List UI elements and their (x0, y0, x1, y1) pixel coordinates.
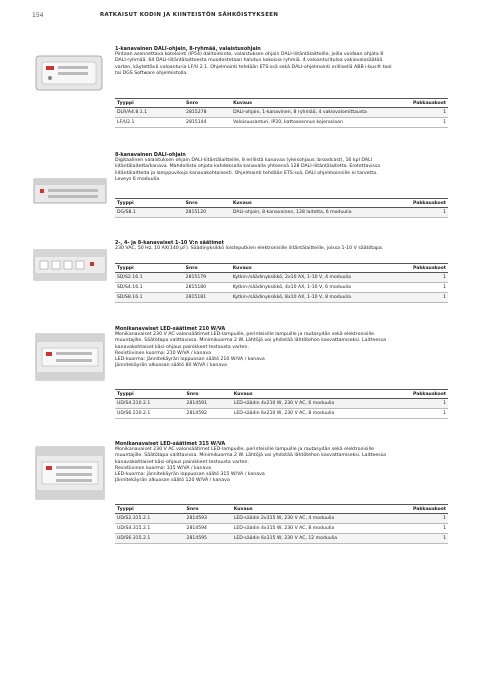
section-description: Pintaan asennettava kotelointi (IP54) dalitoiminto, valaistuksen ohjain DALI-liitäntälaitteille, joilla voidaan ohjata 8 DALI-ryhmää. 64 DALI-liitäntälaitteesta muodostetaan halutun kokoisia ryhmiä. 4 valoanturituloa vakiovalosäätöä varten, käytettävä valoanturia LF/U 2.1. Ohjelmointi tehdään ETS:ssä sekä DALI-ohjelmointi erillisellä ABB i-bus® tool tai DGS Software ohjelmistolla. (115, 52, 392, 76)
section-title: 2-, 4- ja 8-kanavaiset 1-10 V:n säätimet (115, 240, 224, 246)
section-title: 8-kanavainen DALI-ohjain (115, 152, 186, 158)
table-row: LF/U2.1 2815144 Valoisuusanturi, IP20, kattoasennus kojerasiaan 1 (115, 118, 448, 128)
section-title: Monikanavaiset LED-säätimet 210 W/VA (115, 326, 226, 332)
section-description: Monikanavaiset 230 V AC valonsäätimet LED-lampuille, perinteisille lampuille ja rautasydän sekä elektronisille muuntajille. Säätötapa valittavissa. Minimikuorma 2 W. Lähtöjä voi yhdistää lähtötehon kasvattamiseksi. Laitteessa kanavakohtaiset käsi-ohjaus painikkeet testausta varten. Resistiivinen kuorma: 315 W/VA / kanava LED-kuorma: jännitekäyrän loppuosan säätö 315 W/VA / kanava Jännitekäyrän alkuosan säätö 120 W/VA / kanava (115, 447, 387, 484)
table-row: SD/S4.16.1 2815180 Kytkin-/säädinyksikkö, 4x10 AX, 1-10 V, 6 moduulia 1 (115, 283, 448, 293)
page-number: 154 (32, 12, 44, 19)
section-description: 230 VAC, 50 Hz, 10 AX(140 µF). Säädinyksikkö loisteputkien elektronisille liitäntälaitteille, joissa 1-10 V säätötapa. (115, 246, 384, 251)
product-table: Tyyppi Snro Kuvaus Pakkauskoot DG/S8.1 2815120 DALI-ohjain, 8-kanavainen, 128 laitetta, 6 moduulia 1 (115, 198, 448, 218)
table-row: SD/S2.16.1 2815179 Kytkin-/säädinyksikkö, 2x10 AX, 1-10 V, 4 moduulia 1 (115, 273, 448, 283)
product-image-ud315 (32, 445, 108, 501)
section-description: Digitaalinen valaistuksen ohjain DALI-liitäntälaitteille, 8 erillistä kanavaa (yleisohjaus; broadcast), 16 kpl DALI liitäntälaitetta/kanava. Mahdollista ohjata kahdeksalla kanavalla yhteensä 128 DALI-liitäntälaitetta. Erotettavissa liitäntälaitteita ja lamppuvikoja kanavakohtaisesti. Ohjelmointi tehdään ETS:ssä, DALI ohjelmoinnille ei tarvetta. Leveys 6 moduulia. (115, 158, 381, 182)
product-table: Tyyppi Snro Kuvaus Pakkauskoot UD/S4.210.2.1 2814591 LED-säädin 4x210 W, 230 V AC, 6 moduulia 1 UD/S6.210.2.1 2814592 LED-säädin 6x210 W, 230 V AC, 8 moduulia 1 (115, 389, 448, 419)
table-row: SD/S8.16.1 2815181 Kytkin-/säädinyksikkö, 8x10 AX, 1-10 V, 8 moduulia 1 (115, 293, 448, 303)
table-row: DLR/A4.8.1.1 2815278 DALI-ohjain, 1-kanavinen, 8 ryhmää, 4 vakiovalomittausta 1 (115, 108, 448, 118)
table-row: DG/S8.1 2815120 DALI-ohjain, 8-kanavainen, 128 laitetta, 6 moduulia 1 (115, 208, 448, 218)
product-table: Tyyppi Snro Kuvaus Pakkauskoot SD/S2.16.1 2815179 Kytkin-/säädinyksikkö, 2x10 AX, 1-10 V, 4 moduulia 1 SD/S4.16.1 2815180 Kytkin-/säädinyksikkö, 4x10 AX, 1-10 V, 6 moduulia 1 SD/S8.16.1 2815181 Kytkin-/säädinyksikkö, 8x10 AX, 1-10 V, 8 moduulia 1 (115, 263, 448, 303)
product-image-sd (32, 246, 108, 284)
page-header (32, 12, 452, 24)
product-image-dlr (32, 50, 108, 94)
table-row: UD/S6.315.2.1 2814595 LED-säädin 6x315 W, 230 V AC, 12 moduulia 1 (115, 534, 448, 544)
table-row: UD/S2.315.2.1 2814593 LED-säädin 2x315 W, 230 V AC, 4 moduulia 1 (115, 514, 448, 524)
page-header-title: RATKAISUT KODIN JA KIINTEISTÖN SÄHKÖISTYKSEEN (100, 12, 279, 18)
table-row: UD/S4.210.2.1 2814591 LED-säädin 4x210 W, 230 V AC, 6 moduulia 1 (115, 399, 448, 409)
product-image-dg (32, 176, 108, 206)
section-title: 1-kanavainen DALI-ohjain, 8-ryhmää, valaistusohjain (115, 46, 261, 52)
section-description: Monikanavaiset 230 V AC valonsäätimet LED-lampuille, perinteisille lampuille ja rautasydän sekä elektronisille muuntajille. Säätötapa valittavissa. Minimikuorma 2 W. Lähtöjä voi yhdistää lähtötehon kasvattamiseksi. Laitteessa kanavakohtaiset käsi-ohjaus painikkeet testausta varten. Resistiivinen kuorma: 210 W/VA / kanava LED-kuorma: jännitekäyrän loppuosan säätö 210 W/VA / kanava Jännitekäyrän alkuosan säätö 80 W/VA / kanava (115, 332, 387, 369)
product-table: Tyyppi Snro Kuvaus Pakkauskoot DLR/A4.8.1.1 2815278 DALI-ohjain, 1-kanavinen, 8 ryhmää, 4 vakiovalomittausta 1 LF/U2.1 2815144 Valoisuusanturi, IP20, kattoasennus kojerasiaan 1 (115, 98, 448, 128)
product-table: Tyyppi Snro Kuvaus Pakkauskoot UD/S2.315.2.1 2814593 LED-säädin 2x315 W, 230 V AC, 4 moduulia 1 UD/S4.315.2.1 2814594 LED-säädin 4x315 W, 230 V AC, 8 moduulia 1 UD/S6.315.2.1 2814595 LED-säädin 6x315 W, 230 V AC, 12 moduulia 1 (115, 504, 448, 544)
table-row: UD/S4.315.2.1 2814594 LED-säädin 4x315 W, 230 V AC, 8 moduulia 1 (115, 524, 448, 534)
section-title: Monikanavaiset LED-säätimet 315 W/VA (115, 441, 226, 447)
product-image-ud210 (32, 332, 108, 382)
table-row: UD/S6.210.2.1 2814592 LED-säädin 6x210 W, 230 V AC, 8 moduulia 1 (115, 409, 448, 419)
